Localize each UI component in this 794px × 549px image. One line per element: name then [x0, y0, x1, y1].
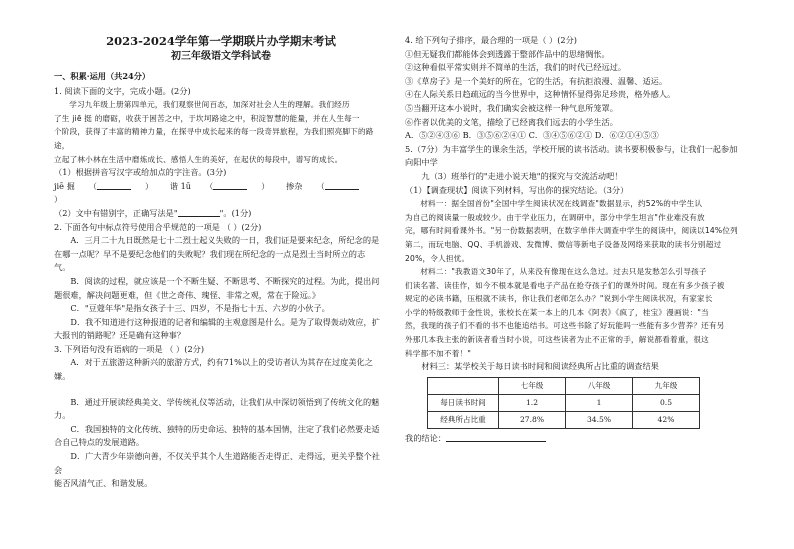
q3-option-a: A．对于五旅游这种新兴的旅游方式，约有71%以上的受访者认为其存在过度美化之嫌。 — [54, 357, 373, 382]
exam-subtitle: 初三年级语文学科试卷 — [171, 51, 271, 62]
q4-stem: 4. 给下列句子排序，最合理的一项是（ ）(2分) — [405, 35, 577, 45]
table-cell: 42% — [633, 411, 700, 428]
table-cell: 1.2 — [499, 394, 566, 411]
table-cell: 1 — [566, 394, 633, 411]
table-header-cell: 七年级 — [499, 377, 566, 394]
pinyin-item: jiē 掘 （ ） — [54, 180, 154, 191]
q4-sentence: ⑤当翻开这本小说时，我们确实会被这样一种气息所笼罩。 — [405, 102, 618, 113]
material-1-line: 为自己的阅读量一般或较少。由于学业压力，在调研中，部分中学生坦言"作业难没有放 — [405, 212, 705, 222]
q5-task1: （1）【调查现状】阅读下列材料，写出你的探究结论。（3分） — [405, 184, 629, 195]
q1-sub1: （1）根据拼音写汉字或给加点的字注音。(3分) — [54, 167, 227, 178]
q1-passage-line: 了生 jiē 挺 的磨砺，收获于困苦之中，于坎坷路途之中，积淀智慧的能量，并在人生每一 — [54, 113, 360, 123]
material-1-line: 第二，而玩电脑、QQ、手机游戏、发微博、微信等新电子设备及网络来获取的读书分别超过 — [405, 239, 722, 249]
q3-option-d: D．广大青少年崇德向善，不仅关乎其个人生道路能否走得正、走得远，更关乎整个社会 — [54, 451, 380, 475]
material-1-line: 20%，令人担忧。 — [405, 253, 470, 263]
q2-option-a: A．三月二十九日既然是七十二烈士起义失败的一日，我们证是要来纪念，所纪念的是 — [70, 235, 380, 246]
table-row-label: 每日读书时间 — [428, 394, 499, 411]
material-2-line: 规定的必读书籍，压根就不读书，你让我们老师怎么办？"说到小学生阅读状况，有家家长 — [405, 294, 713, 304]
q5-stem-cont: 九（3）班举行的"走进小说天地"的探究与交流活动吧！ — [421, 170, 623, 181]
q1-sub2-text: （2）文中有错别字，正确写法是" — [54, 207, 178, 218]
material-2-line: 们读名著、读佳作，如今不根本就是看电子产品在抢夺孩子们的课外时间。现在有多少孩子被 — [405, 280, 725, 290]
q2-option-a-cont: 在哪一点呢？早不是要纪念他们的失败呢？我们现在所纪念的一点是烈士当时所立的志 — [54, 248, 366, 259]
q3-option-d-cont: 能否风清气正、和谐发展。 — [54, 478, 153, 489]
material-2-line: 小学的特级教师于金性说，张校长在某一本上的几本《阿表》《疯了，桂宝》漫画说："当 — [405, 307, 709, 317]
material-2-line: 然，我现的孩子们不看的书不也能追结书。可这些书除了好玩能吗一些能有多少营养？还有另 — [405, 321, 725, 331]
q2-option-d-cont: 大报刊的销路呢？还是确有这种事？ — [54, 330, 186, 341]
answer-blank[interactable] — [213, 180, 247, 190]
q1-sub2 — [54, 207, 388, 221]
q1-passage-line: 立起了林小林在生活中磨炼成长、感悟人生的美好，在起伏的每段中，谱写的成长。 — [54, 154, 343, 164]
q5-stem: 5.（7分）为丰富学生的课余生活，学校开展的读书活动。读书要积极参与，让我们一起参加向阳中学 — [405, 143, 738, 168]
material-2-line: 科学都不加不着！" — [405, 348, 472, 358]
material-2-line: 外那几本我主张的新读者看当时小说，可这些读者为止不正常的手，解说都看着重，很这 — [405, 335, 709, 345]
table-cell: 0.5 — [633, 394, 700, 411]
q1-pinyin-row — [54, 180, 388, 207]
q2-option-c: C．"豆蔻年华"是指女孩子十三、四岁，不是指七十五、六岁的小伙子。 — [70, 303, 330, 314]
material-3: 材料三：某学校关于每日读书时间和阅读经典所占比重的调查结果 — [421, 361, 659, 372]
section-heading: 一、积累·运用（共24分） — [54, 71, 151, 81]
q4-sentence: ③《草房子》是一个美好的所在，它的生活，有抗拒浪漫、温馨、适运。 — [405, 75, 668, 86]
q2-option-d: D．我不知道进行这种报道的记者和编辑的主观意图是什么。是为了取得轰动效应，扩 — [70, 316, 380, 327]
conclusion-answer-line[interactable] — [446, 432, 546, 442]
table-header-cell: 八年级 — [566, 377, 633, 394]
table-cell — [428, 377, 499, 394]
pinyin-label: 谐 1ū — [169, 180, 192, 191]
q2-stem: 2. 下面各句中标点符号使用合乎规范的一项是 （ ）(2分) — [54, 221, 262, 232]
q2-option-b-cont: 题很难，解决问题更难，但《世之奇伟、瑰怪、非常之观，常在于险远。》 — [54, 289, 321, 300]
table-cell: 27.8% — [499, 411, 566, 428]
pinyin-item: 谐 1ū （ ） — [169, 180, 270, 191]
pinyin-item: 掺杂 （） — [54, 181, 373, 205]
q4-options: A．⑤②④③⑥ B．③⑤⑥②④① C．③④⑤⑥②① D．⑥②①④⑤③ — [405, 130, 659, 141]
q4-sentence: ⑥作者以优美的文笔，描绘了已经离我们远去的小学生活。 — [405, 116, 618, 127]
q3-stem: 3. 下列语句没有语病的一项是 （ ）(2分) — [54, 343, 205, 354]
answer-blank[interactable] — [178, 207, 220, 217]
exam-title: 2023-2024学年第一学期联片办学期末考试 — [106, 34, 336, 48]
pinyin-label: jiē 掘 — [54, 180, 75, 191]
q4-sentence: ①但无疑我们都能体会到透露于整部作品中的思绪惆怅。 — [405, 48, 610, 59]
q1-passage-line: 个阶段，获得了丰富的精神力量，在探寻中成长起来的每一段奇异旅程，为我们照亮脚下的路途， — [54, 127, 374, 150]
q1-stem: 1. 阅读下面的文字，完成小题。(2分) — [54, 85, 191, 96]
q3-option-c-cont: 合自己特点的发展道路。 — [54, 437, 145, 448]
answer-blank[interactable] — [97, 180, 131, 190]
conclusion-label: 我的结论： — [405, 432, 446, 443]
table-header-row — [428, 377, 700, 394]
conclusion-row — [405, 432, 745, 446]
material-2: 材料二："我教语文30年了，从来没有像现在这么急过。过去只是发愁怎么引导孩子 — [420, 267, 707, 277]
material-1-line: 完，哪有时间看课外书。"另一份数据表明，在数字单伴大调查中学生的阅读中，阅读以14%位列 — [405, 226, 738, 236]
table-header-cell: 九年级 — [633, 377, 700, 394]
q3-option-b-cont: 力。 — [54, 410, 71, 421]
spacer — [54, 384, 388, 396]
q4-sentence: ④在人际关系日趋疏远的当今世界中，这种情怀显得弥足珍贵，格外感人。 — [405, 89, 676, 100]
q1-sub2-end: "。(1分) — [219, 207, 252, 218]
table-row — [428, 394, 700, 411]
q2-option-a-cont: 气。 — [54, 262, 71, 273]
table-row-label: 经典所占比重 — [428, 411, 499, 428]
material-1: 材料一：据全国首份"全国中学生阅读状况在线调查"数据显示，约52%的中学生认 — [420, 199, 703, 209]
left-column — [54, 34, 388, 491]
table-row — [428, 411, 700, 428]
q2-option-b: B．阅读的过程，就应该是一个不断生疑、不断思考、不断探究的过程。为此，提出问 — [70, 275, 380, 286]
table-cell: 34.5% — [566, 411, 633, 428]
q4-sentence: ②这种看似平常实则并不简单的生活，我们的时代已经远过。 — [405, 62, 627, 73]
q1-passage-line: 学习九年级上册第四单元，我们观察世间百态，加深对社会人生的理解。我们经历 — [69, 100, 350, 110]
q3-option-b: B．通过开展读经典美文、学传统礼仪等活动，让我们从中深切领悟到了传统文化的魅 — [70, 396, 380, 407]
answer-blank[interactable] — [325, 180, 359, 190]
right-column — [405, 34, 745, 445]
pinyin-label: 掺杂 — [286, 180, 303, 191]
survey-table — [427, 377, 700, 429]
q3-option-c: C．我国独特的文化传统、独特的历史命运、独特的基本国情，注定了我们必然要走适 — [70, 423, 380, 434]
